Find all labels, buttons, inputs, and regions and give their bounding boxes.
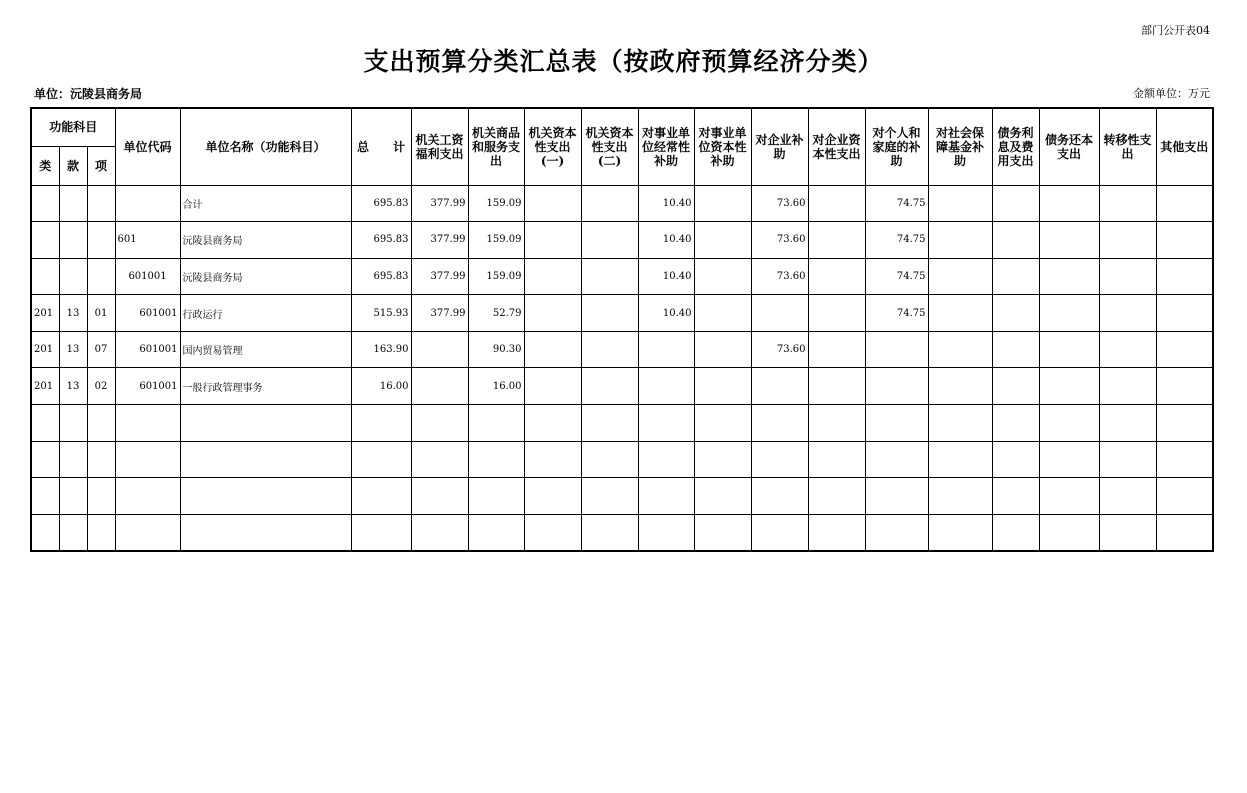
cell-total: 16.00 xyxy=(351,368,411,405)
form-number: 部门公开表04 xyxy=(1141,24,1210,37)
cell-amount xyxy=(808,295,865,332)
cell-amount xyxy=(1156,405,1213,442)
cell-amount xyxy=(751,405,808,442)
cell-amount xyxy=(1099,368,1156,405)
cell-amount xyxy=(468,405,524,442)
header-unit-name: 单位名称（功能科目） xyxy=(180,108,351,185)
cell-amount xyxy=(992,514,1039,551)
header-col: 转移性支出 xyxy=(1099,108,1156,185)
table-row xyxy=(31,185,1213,222)
cell-amount: 377.99 xyxy=(411,222,468,259)
cell-total: 163.90 xyxy=(351,331,411,368)
cell-amount xyxy=(524,405,581,442)
table-row xyxy=(31,331,1213,368)
cell-amount: 10.40 xyxy=(638,258,694,295)
cell-amount xyxy=(581,514,638,551)
cell-amount xyxy=(411,478,468,515)
table-row xyxy=(31,258,1213,295)
cell-amount xyxy=(751,368,808,405)
cell-amount xyxy=(928,478,992,515)
cell-amount xyxy=(808,331,865,368)
cell-lei xyxy=(31,185,59,222)
cell-unit-name: 行政运行 xyxy=(180,295,351,332)
cell-amount xyxy=(808,405,865,442)
header-col: 机关工资福利支出 xyxy=(411,108,468,185)
cell-amount xyxy=(581,258,638,295)
cell-amount: 159.09 xyxy=(468,185,524,222)
cell-unit-code: 601001 xyxy=(115,368,180,405)
cell-total: 515.93 xyxy=(351,295,411,332)
cell-kuan xyxy=(59,185,87,222)
cell-amount: 74.75 xyxy=(865,295,928,332)
page-title: 支出预算分类汇总表（按政府预算经济分类） xyxy=(363,47,884,76)
cell-amount xyxy=(1039,222,1099,259)
cell-unit-code xyxy=(115,185,180,222)
cell-amount xyxy=(524,368,581,405)
cell-amount xyxy=(1099,514,1156,551)
table-row xyxy=(31,514,1213,551)
cell-amount xyxy=(992,258,1039,295)
cell-kuan xyxy=(59,441,87,478)
budget-table xyxy=(30,107,1214,552)
header-col: 对社会保障基金补助 xyxy=(928,108,992,185)
cell-lei xyxy=(31,441,59,478)
cell-amount xyxy=(928,331,992,368)
cell-amount xyxy=(808,368,865,405)
table-row xyxy=(31,222,1213,259)
cell-amount xyxy=(1039,514,1099,551)
cell-kuan: 13 xyxy=(59,368,87,405)
cell-amount xyxy=(581,185,638,222)
table-row xyxy=(31,405,1213,442)
cell-amount xyxy=(581,441,638,478)
cell-amount xyxy=(751,441,808,478)
cell-amount xyxy=(928,368,992,405)
cell-amount xyxy=(865,478,928,515)
cell-amount: 377.99 xyxy=(411,258,468,295)
cell-amount xyxy=(1156,514,1213,551)
header-col: 其他支出 xyxy=(1156,108,1213,185)
cell-amount xyxy=(865,441,928,478)
cell-amount: 74.75 xyxy=(865,185,928,222)
cell-amount: 377.99 xyxy=(411,185,468,222)
unit-label: 单位：沅陵县商务局 xyxy=(34,87,143,101)
cell-unit-code: 601001 xyxy=(115,295,180,332)
cell-lei xyxy=(31,405,59,442)
cell-amount xyxy=(638,441,694,478)
cell-amount xyxy=(992,222,1039,259)
cell-kuan xyxy=(59,478,87,515)
cell-amount xyxy=(1039,331,1099,368)
cell-unit-name: 合计 xyxy=(180,185,351,222)
cell-amount xyxy=(865,514,928,551)
cell-amount xyxy=(694,405,751,442)
cell-lei xyxy=(31,222,59,259)
table-row xyxy=(31,368,1213,405)
header-col: 对企业资本性支出 xyxy=(808,108,865,185)
amount-unit-label: 金额单位：万元 xyxy=(1133,87,1210,100)
cell-total: 695.83 xyxy=(351,258,411,295)
cell-total xyxy=(351,441,411,478)
cell-amount: 90.30 xyxy=(468,331,524,368)
cell-amount: 16.00 xyxy=(468,368,524,405)
cell-amount xyxy=(1156,441,1213,478)
header-col: 机关商品和服务支出 xyxy=(468,108,524,185)
cell-unit-name: 沅陵县商务局 xyxy=(180,258,351,295)
cell-lei xyxy=(31,258,59,295)
cell-amount xyxy=(928,222,992,259)
cell-amount xyxy=(581,405,638,442)
cell-unit-name xyxy=(180,514,351,551)
header-col: 债务还本支出 xyxy=(1039,108,1099,185)
cell-amount xyxy=(928,258,992,295)
cell-total: 695.83 xyxy=(351,222,411,259)
cell-unit-code xyxy=(115,514,180,551)
cell-total xyxy=(351,478,411,515)
cell-amount xyxy=(992,331,1039,368)
header-col: 机关资本性支出(一) xyxy=(524,108,581,185)
cell-xiang: 01 xyxy=(87,295,115,332)
cell-unit-code: 601001 xyxy=(115,258,180,295)
cell-amount xyxy=(524,514,581,551)
table-body xyxy=(31,185,1213,551)
cell-amount xyxy=(411,514,468,551)
cell-lei xyxy=(31,478,59,515)
cell-amount: 159.09 xyxy=(468,222,524,259)
cell-amount xyxy=(992,441,1039,478)
header-func-group: 功能科目 xyxy=(31,108,115,146)
cell-kuan xyxy=(59,258,87,295)
cell-amount xyxy=(808,185,865,222)
cell-amount xyxy=(468,478,524,515)
cell-amount xyxy=(694,514,751,551)
cell-xiang xyxy=(87,514,115,551)
cell-amount xyxy=(1039,295,1099,332)
cell-kuan xyxy=(59,405,87,442)
cell-amount xyxy=(411,405,468,442)
cell-amount xyxy=(928,405,992,442)
cell-amount xyxy=(468,441,524,478)
cell-amount xyxy=(1156,222,1213,259)
cell-amount xyxy=(524,258,581,295)
cell-amount: 73.60 xyxy=(751,258,808,295)
cell-xiang: 02 xyxy=(87,368,115,405)
cell-amount xyxy=(928,514,992,551)
cell-unit-code xyxy=(115,441,180,478)
cell-unit-name: 一般行政管理事务 xyxy=(180,368,351,405)
cell-amount xyxy=(1039,185,1099,222)
cell-amount xyxy=(1099,185,1156,222)
cell-amount xyxy=(694,222,751,259)
cell-amount xyxy=(581,478,638,515)
cell-total xyxy=(351,514,411,551)
cell-amount xyxy=(694,295,751,332)
cell-amount xyxy=(1156,368,1213,405)
cell-lei: 201 xyxy=(31,295,59,332)
cell-amount xyxy=(524,185,581,222)
cell-amount xyxy=(928,295,992,332)
cell-amount xyxy=(808,258,865,295)
cell-amount xyxy=(694,185,751,222)
cell-amount xyxy=(808,478,865,515)
cell-amount xyxy=(1156,185,1213,222)
cell-amount: 73.60 xyxy=(751,222,808,259)
cell-amount xyxy=(411,441,468,478)
cell-xiang xyxy=(87,478,115,515)
cell-amount xyxy=(1156,295,1213,332)
header-col: 机关资本性支出(二) xyxy=(581,108,638,185)
cell-amount xyxy=(694,478,751,515)
cell-amount xyxy=(751,295,808,332)
cell-amount xyxy=(1156,478,1213,515)
cell-amount xyxy=(1039,258,1099,295)
cell-amount xyxy=(1099,295,1156,332)
cell-amount xyxy=(638,405,694,442)
cell-kuan: 13 xyxy=(59,295,87,332)
cell-amount xyxy=(524,331,581,368)
cell-amount: 159.09 xyxy=(468,258,524,295)
cell-unit-name xyxy=(180,478,351,515)
cell-amount xyxy=(638,514,694,551)
header-col: 对事业单位经常性补助 xyxy=(638,108,694,185)
cell-amount xyxy=(581,368,638,405)
cell-amount xyxy=(1099,331,1156,368)
cell-amount xyxy=(992,405,1039,442)
cell-amount xyxy=(694,441,751,478)
cell-amount xyxy=(1099,222,1156,259)
cell-amount xyxy=(694,368,751,405)
cell-xiang xyxy=(87,222,115,259)
cell-amount: 74.75 xyxy=(865,258,928,295)
cell-unit-code: 601001 xyxy=(115,331,180,368)
cell-amount xyxy=(865,405,928,442)
cell-amount xyxy=(992,185,1039,222)
cell-amount xyxy=(524,441,581,478)
cell-amount xyxy=(694,258,751,295)
table-row xyxy=(31,295,1213,332)
cell-amount: 52.79 xyxy=(468,295,524,332)
cell-kuan xyxy=(59,514,87,551)
cell-amount xyxy=(1099,405,1156,442)
cell-amount xyxy=(751,514,808,551)
cell-amount xyxy=(1039,368,1099,405)
cell-unit-name: 沅陵县商务局 xyxy=(180,222,351,259)
header-xiang: 项 xyxy=(87,146,115,185)
cell-amount xyxy=(524,295,581,332)
cell-amount xyxy=(1099,478,1156,515)
cell-amount xyxy=(638,478,694,515)
cell-unit-name xyxy=(180,405,351,442)
cell-amount xyxy=(1099,258,1156,295)
header-col: 对事业单位资本性补助 xyxy=(694,108,751,185)
cell-kuan xyxy=(59,222,87,259)
cell-amount: 377.99 xyxy=(411,295,468,332)
header-col: 对个人和家庭的补助 xyxy=(865,108,928,185)
cell-amount: 73.60 xyxy=(751,185,808,222)
cell-amount xyxy=(638,368,694,405)
cell-amount xyxy=(1039,441,1099,478)
cell-amount xyxy=(581,222,638,259)
cell-amount xyxy=(865,368,928,405)
cell-amount xyxy=(928,441,992,478)
cell-unit-code: 601 xyxy=(115,222,180,259)
cell-total: 695.83 xyxy=(351,185,411,222)
header-kuan: 款 xyxy=(59,146,87,185)
cell-amount xyxy=(992,368,1039,405)
header-total: 总 计 xyxy=(351,108,411,185)
cell-amount xyxy=(694,331,751,368)
cell-unit-code xyxy=(115,405,180,442)
header-lei: 类 xyxy=(31,146,59,185)
cell-amount xyxy=(411,368,468,405)
cell-amount xyxy=(808,222,865,259)
cell-amount xyxy=(865,331,928,368)
cell-amount xyxy=(1099,441,1156,478)
cell-amount xyxy=(1156,258,1213,295)
cell-amount: 10.40 xyxy=(638,185,694,222)
cell-amount xyxy=(992,478,1039,515)
header-unit-code: 单位代码 xyxy=(115,108,180,185)
cell-amount xyxy=(1039,478,1099,515)
cell-xiang: 07 xyxy=(87,331,115,368)
cell-amount: 10.40 xyxy=(638,295,694,332)
header-col: 对企业补助 xyxy=(751,108,808,185)
table-row xyxy=(31,478,1213,515)
cell-amount xyxy=(411,331,468,368)
cell-amount xyxy=(468,514,524,551)
cell-kuan: 13 xyxy=(59,331,87,368)
cell-amount: 74.75 xyxy=(865,222,928,259)
cell-amount: 10.40 xyxy=(638,222,694,259)
cell-lei: 201 xyxy=(31,331,59,368)
cell-amount xyxy=(581,295,638,332)
table-row xyxy=(31,441,1213,478)
cell-amount xyxy=(524,222,581,259)
cell-amount xyxy=(581,331,638,368)
cell-total xyxy=(351,405,411,442)
cell-amount xyxy=(928,185,992,222)
cell-amount: 73.60 xyxy=(751,331,808,368)
cell-xiang xyxy=(87,405,115,442)
cell-amount xyxy=(751,478,808,515)
cell-xiang xyxy=(87,185,115,222)
header-col: 债务利息及费用支出 xyxy=(992,108,1039,185)
cell-xiang xyxy=(87,258,115,295)
cell-unit-code xyxy=(115,478,180,515)
cell-amount xyxy=(524,478,581,515)
cell-lei: 201 xyxy=(31,368,59,405)
cell-amount xyxy=(638,331,694,368)
cell-unit-name xyxy=(180,441,351,478)
cell-amount xyxy=(808,441,865,478)
cell-unit-name: 国内贸易管理 xyxy=(180,331,351,368)
cell-amount xyxy=(808,514,865,551)
cell-amount xyxy=(1156,331,1213,368)
cell-amount xyxy=(992,295,1039,332)
cell-amount xyxy=(1039,405,1099,442)
cell-xiang xyxy=(87,441,115,478)
cell-lei xyxy=(31,514,59,551)
